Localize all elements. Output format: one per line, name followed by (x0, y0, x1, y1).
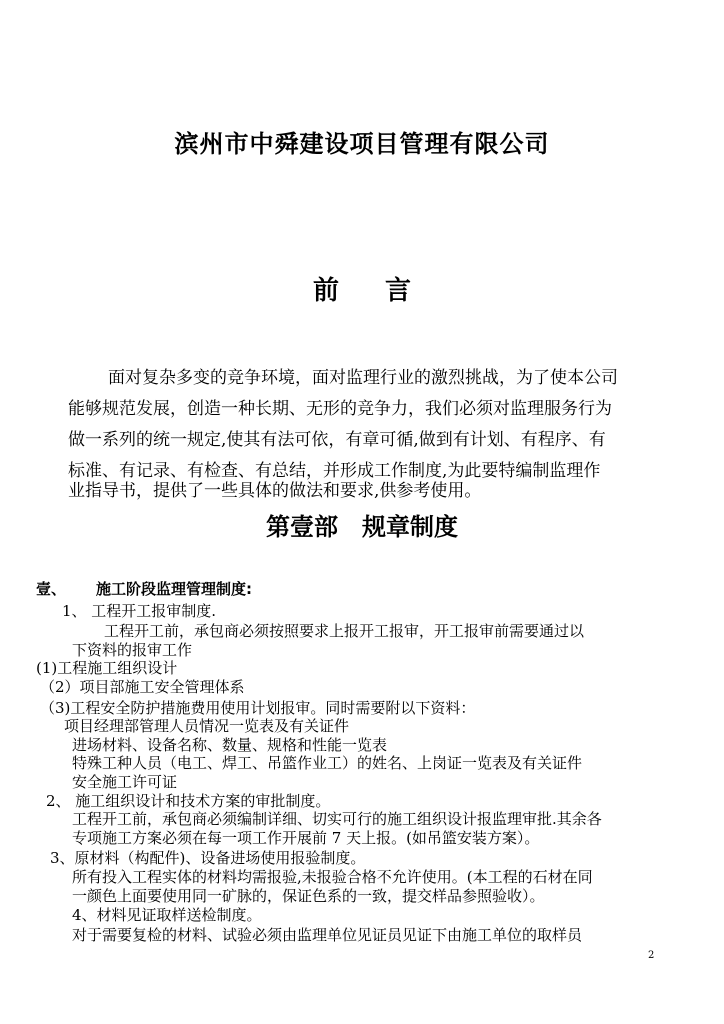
list-item: 下资料的报审工作 (72, 641, 193, 659)
intro-line: 做一系列的统一规定,使其有法可依，有章可循,做到有计划、有程序、有 (68, 430, 606, 450)
intro-line: 能够规范发展，创造一种长期、无形的竞争力，我们必须对监理服务行为 (68, 399, 612, 419)
list-item: 专项施工方案必须在每一项工作开展前 7 天上报。(如吊篮安装方案）。 (72, 829, 540, 847)
section-title: 施工阶段监理管理制度: (96, 580, 252, 598)
list-item: 4、材料见证取样送检制度。 (72, 906, 262, 924)
list-item: 进场材料、设备名称、数量、规格和性能一览表 (72, 736, 388, 754)
list-item: （2）项目部施工安全管理体系 (40, 678, 245, 696)
list-item: 工程开工前，承包商必须按照要求上报开工报审，开工报审前需要通过以 (104, 622, 585, 640)
list-item: 所有投入工程实体的材料均需报验,未报验合格不允许使用。(本工程的石材在同 (72, 868, 593, 886)
list-item: 特殊工种人员（电工、焊工、吊篮作业工）的姓名、上岗证一览表及有关证件 (72, 754, 583, 772)
preface-heading-part2: 言 (385, 276, 412, 306)
company-name: 滨州市中舜建设项目管理有限公司 (174, 129, 550, 158)
list-item: (1)工程施工组织设计 (36, 659, 178, 677)
part-heading-title: 规章制度 (362, 512, 458, 541)
part-heading-number: 第壹部 (266, 512, 338, 541)
intro-line: 标准、有记录、有检查、有总结，并形成工作制度,为此要特编制监理作 (68, 461, 601, 481)
list-item: 对于需要复检的材料、试验必须由监理单位见证员见证下由施工单位的取样员 (72, 926, 583, 944)
list-item: 安全施工许可证 (72, 773, 178, 791)
section-number: 壹、 (36, 580, 67, 598)
part-heading (0, 507, 724, 542)
list-item: 项目经理部管理人员情况一览表及有关证件 (64, 717, 350, 735)
list-item: （3)工程安全防护措施费用使用计划报审。同时需要附以下资料： (40, 699, 476, 717)
page-number: 2 (648, 950, 655, 961)
preface-heading-part1: 前 (312, 276, 339, 306)
intro-line: 业指导书，提供了一些具体的做法和要求,供参考使用。 (68, 481, 482, 501)
list-item: 2、 施工组织设计和技术方案的审批制度。 (46, 792, 331, 810)
preface-heading (0, 270, 724, 307)
list-item: 工程开工前，承包商必须编制详细、切实可行的施工组织设计报监理审批.其余各 (72, 810, 602, 828)
intro-line: 面对复杂多变的竞争环境，面对监理行业的激烈挑战，为了使本公司 (108, 368, 618, 388)
list-item: 1、 工程开工报审制度. (62, 602, 217, 620)
list-item: 一颜色上面要使用同一矿脉的，保证色系的一致，提交样品参照验收）。 (72, 887, 545, 905)
list-item: 3、原材料（构配件)、设备进场使用报验制度。 (50, 849, 366, 867)
